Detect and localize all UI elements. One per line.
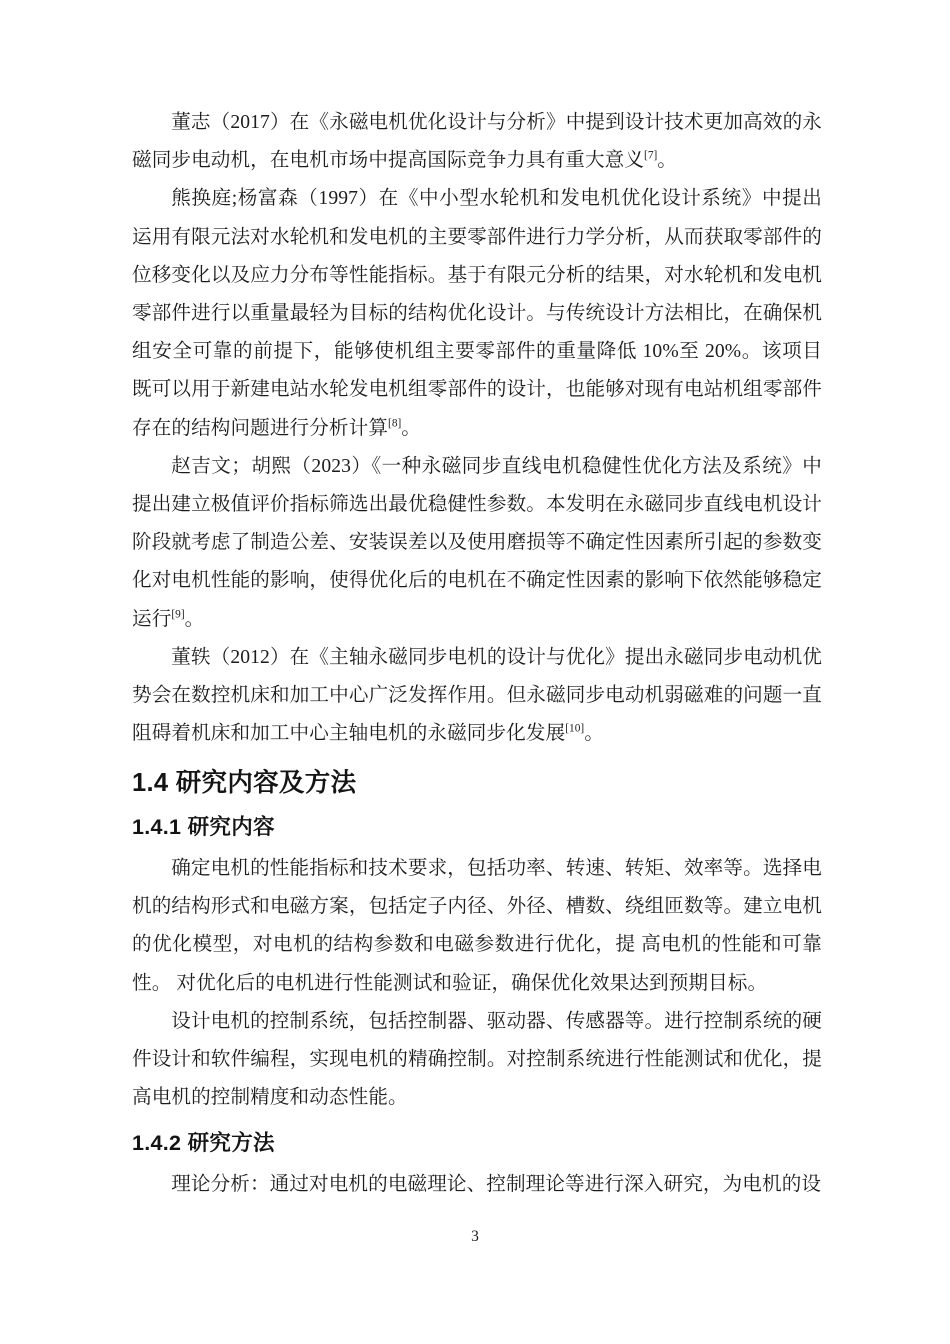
paragraph-zhaojiwen-huxi-2023 (132, 448, 822, 639)
paragraph-dongzhi-2017 (132, 104, 822, 180)
heading-section-1-4 (132, 766, 822, 800)
paragraph-text: 赵吉文；胡熙（2023）《一种永磁同步直线电机稳健性优化方法及系统》中提出建立极值评价指标筛选出最优稳健性参数。本发明在永磁同步直线电机设计阶段就考虑了制造公差、安装误差以及使用磨损等不确定性因素所引起的参数变化对电机性能的影响，使得优化后的电机在不确定性因素的影响下依然能够稳定运行 (132, 455, 822, 630)
paragraph-dongyi-2012 (132, 639, 822, 754)
heading-section-1-4-2 (132, 1129, 822, 1158)
paragraph-text: 理论分析：通过对电机的电磁理论、控制理论等进行深入研究，为电机的设 (171, 1174, 822, 1196)
citation-marker-9: [9] (171, 608, 185, 621)
paragraph-end-punctuation: 。 (184, 608, 205, 630)
paragraph-end-punctuation: 。 (584, 723, 604, 745)
heading-section-1-4-1 (132, 813, 822, 842)
heading-text: 1.4 研究内容及方法 (132, 769, 357, 798)
heading-text: 1.4.1 研究内容 (132, 814, 275, 839)
page-footer (0, 1228, 950, 1246)
paragraph-xionghuanting-yangfusen-1997 (132, 180, 822, 447)
page-content-area (132, 104, 822, 1205)
paragraph-end-punctuation: 。 (401, 417, 421, 439)
paragraph-text: 熊换庭;杨富森（1997）在《中小型水轮机和发电机优化设计系统》中提出运用有限元法对水轮机和发电机的主要零部件进行力学分析，从而获取零部件的位移变化以及应力分布等性能指标。基于有限元分析的结果，对水轮机和发电机零部件进行以重量最轻为目标的结构优化设计。与传统设计方法相比，在确保机组安全可靠的前提下，能够使机组主要零部件的重量降低 10%至 20%。该项目既可以用于新建电站水轮发电机组零部件的设计，也能够对现有电站机组零部件存在的结构问题进行分析计算 (132, 188, 822, 439)
citation-marker-7: [7] (644, 149, 658, 162)
paragraph-research-content-2 (132, 1003, 822, 1118)
paragraph-text: 董轶（2012）在《主轴永磁同步电机的设计与优化》提出永磁同步电动机优 势会在数控机床和加工中心广泛发挥作用。但永磁同步电动机弱磁难的问题一直 阻碍着机床和加工中心主轴电机的永磁同步化发展 (132, 646, 822, 745)
paragraph-end-punctuation: 。 (657, 150, 677, 172)
paragraph-text: 确定电机的性能指标和技术要求，包括功率、转速、转矩、效率等。选择电机的结构形式和电磁方案，包括定子内径、外径、槽数、绕组匝数等。建立电机的优化模型，对电机的结构参数和电磁参数进行优化，提 高电机的性能和可靠性。 对优化后的电机进行性能测试和验证，确保优化效果达到预期目标。 (132, 857, 822, 994)
citation-marker-8: [8] (388, 417, 402, 430)
paragraph-text: 董志（2017）在《永磁电机优化设计与分析》中提到设计技术更加高效的永 磁同步电动机，在电机市场中提高国际竞争力具有重大意义 (132, 112, 822, 172)
paragraph-research-content-1 (132, 850, 822, 1003)
citation-marker-10: [10] (565, 722, 585, 735)
paragraph-text: 设计电机的控制系统，包括控制器、驱动器、传感器等。进行控制系统的硬 件设计和软件编程，实现电机的精确控制。对控制系统进行性能测试和优化，提 高电机的控制精度和动态性能。 (132, 1010, 822, 1109)
paragraph-research-method-1 (132, 1166, 822, 1204)
page-number: 3 (471, 1228, 479, 1245)
heading-text: 1.4.2 研究方法 (132, 1131, 275, 1156)
